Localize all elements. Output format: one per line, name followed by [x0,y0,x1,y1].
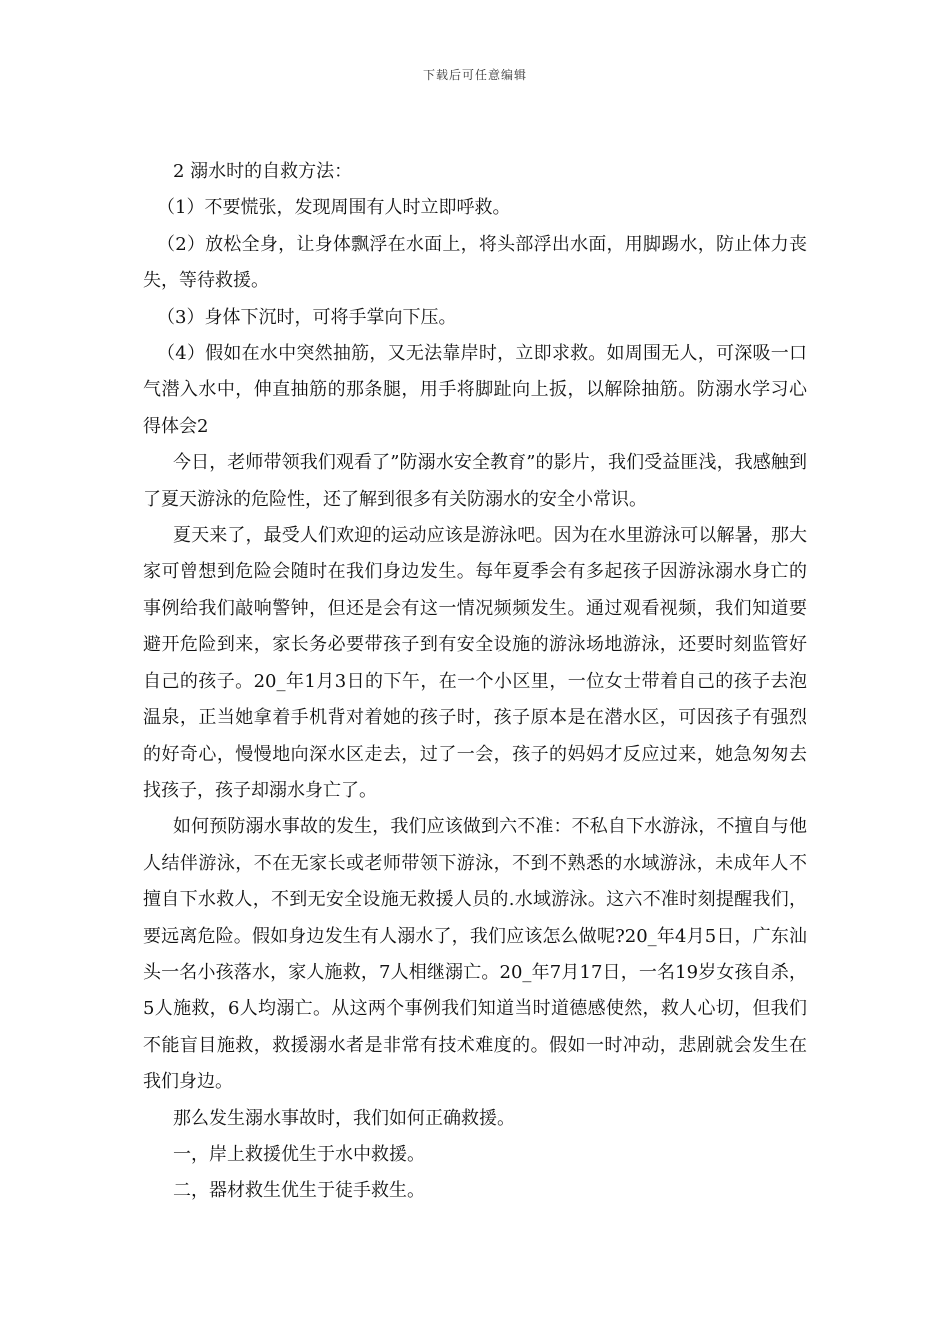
page-header: 下载后可任意编辑 [422,68,527,82]
paragraph: 今日，老师带领我们观看了”防溺水安全教育”的影片，我们受益匪浅，我感触到了夏天游泳的危险性，还了解到很多有关防溺水的安全小常识。 [143,452,807,510]
paragraph: （3）身体下沉时，可将手掌向下压。 [157,306,457,328]
paragraph: 二，器材救生优生于徒手救生。 [173,1180,425,1202]
paragraph: 夏天来了，最受人们欢迎的运动应该是游泳吧。因为在水里游泳可以解暑，那大家可曾想到危险会随时在我们身边发生。每年夏季会有多起孩子因游泳溺水身亡的事例给我们敲响警钟，但还是会有这一情况频频发生。通过观看视频，我们知道要避开危险到来，家长务必要带孩子到有安全设施的游泳场地游泳，还要时刻监管好自己的孩子。20_年1月3日的下午，在一个小区里，一位女士带着自己的孩子去泡温泉，正当她拿着手机背对着她的孩子时，孩子原本是在潜水区，可因孩子有强烈的好奇心，慢慢地向深水区走去，过了一会，孩子的妈妈才反应过来，她急匆匆去找孩子，孩子却溺水身亡了。 [143,525,807,801]
paragraph: （1）不要慌张，发现周围有人时立即呼救。 [157,197,511,219]
paragraph: 如何预防溺水事故的发生，我们应该做到六不准：不私自下水游泳，不擅自与他人结伴游泳，不在无家长或老师带领下游泳，不到不熟悉的水域游泳，未成年人不擅自下水救人，不到无安全设施无救援人员的.水域游泳。这六不准时刻提醒我们，要远离危险。假如身边发生有人溺水了，我们应该怎么做呢?20_年4月5日，广东汕头一名小孩落水，家人施救，7人相继溺亡。20_年7月17日，一名19岁女孩自杀，5人施救，6人均溺亡。从这两个事例我们知道当时道德感使然，救人心切，但我们不能盲目施救，救援溺水者是非常有技术难度的。假如一时冲动，悲剧就会发生在我们身边。 [143,816,807,1093]
document-body [143,154,807,1210]
paragraph: （2）放松全身，让身体飘浮在水面上，将头部浮出水面，用脚踢水，防止体力丧失，等待救援。 [143,233,807,292]
paragraph: （4）假如在水中突然抽筋，又无法靠岸时，立即求救。如周围无人，可深吸一口气潜入水中，伸直抽筋的那条腿，用手将脚趾向上扳，以解除抽筋。防溺水学习心得体会2 [143,343,807,437]
paragraph: 一，岸上救援优生于水中救援。 [173,1143,425,1165]
paragraph: 那么发生溺水事故时，我们如何正确救援。 [173,1107,515,1129]
section-heading: 2 溺水时的自救方法： [173,161,353,182]
